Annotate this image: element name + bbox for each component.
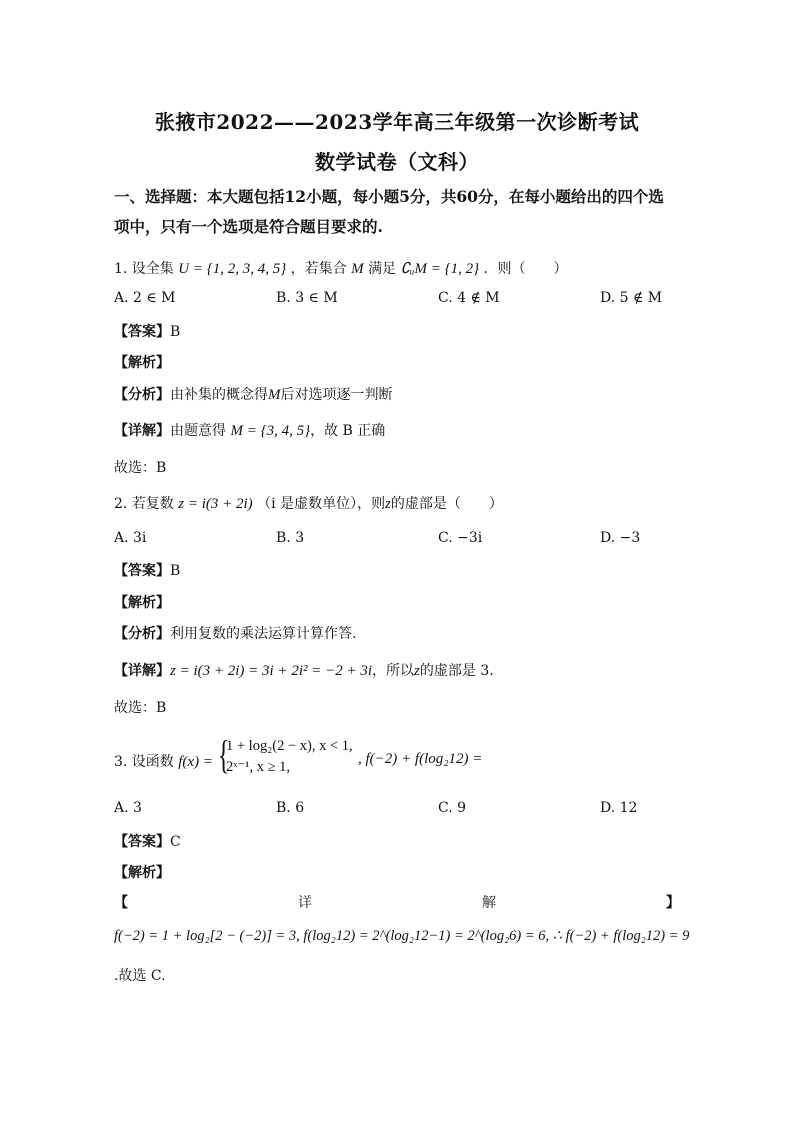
q1-analysis-label: 【解析】	[114, 355, 170, 371]
q3-fx: f(x) =	[178, 754, 213, 770]
q3-detail-expr: f(−2) = 1 + log₂[2 − (−2)] = 3, f(log₂12) = 2^(log₂12−1) = 2^(log₂6) = 6, ∴ f(−2) + f(log₂12) = 9	[114, 928, 690, 944]
q3-answer-value: C	[170, 834, 181, 850]
q1-option-d: D. 5 ∉ M	[600, 290, 663, 306]
section-heading-line1: 一、选择题：本大题包括12小题，每小题5分，共60分，在每小题给出的四个选	[114, 187, 664, 206]
q3-detail-a: 详	[298, 895, 312, 911]
q1-answer-value: B	[170, 324, 181, 340]
q2-answer-label: 【答案】	[114, 563, 170, 579]
q1-universal-set: U = {1, 2, 3, 4, 5}	[178, 261, 287, 277]
q1-xiangjie-a: 由题意得	[170, 423, 226, 439]
q3-conclusion: .故选 C.	[114, 968, 166, 984]
q1-fenxi-m: M	[268, 387, 281, 403]
q1-var-m: M	[351, 261, 364, 277]
q1-xiangjie-label: 【详解】	[114, 423, 170, 439]
question-1-stem	[114, 258, 568, 278]
question-2-stem	[114, 493, 503, 513]
q3-detail-b: 解	[482, 895, 496, 911]
q3-prefix: 3. 设函数	[114, 754, 174, 770]
q3-detail-heading	[114, 892, 680, 912]
q1-option-b: B. 3 ∈ M	[276, 290, 338, 306]
q2-suffix: 的虚部是（ ）	[390, 496, 503, 512]
q1-option-a: A. 2 ∈ M	[114, 290, 176, 306]
q1-answer	[114, 321, 180, 341]
q3-brace-icon: {	[217, 732, 230, 777]
q2-fenxi	[114, 623, 356, 643]
q1-fenxi-b: 后对选项逐一判断	[280, 387, 393, 403]
q1-prefix: 1. 设全集	[114, 261, 174, 277]
q3-answer-label: 【答案】	[114, 834, 170, 850]
q1-fenxi-a: 由补集的概念得	[170, 387, 268, 403]
q3-detail-open: 【	[114, 895, 128, 911]
q1-fenxi-label: 【分析】	[114, 387, 170, 403]
q1-mid: ，若集合	[290, 261, 347, 277]
q3-case-1: 1 + log₂(2 − x), x < 1,	[226, 738, 353, 754]
q2-prefix: 2. 若复数	[114, 496, 174, 512]
q2-expr: z = i(3 + 2i)	[178, 496, 253, 512]
q3-detail-close: 】	[666, 895, 680, 911]
exam-title: 张掖市2022——2023学年高三年级第一次诊断考试	[154, 110, 640, 134]
q3-option-c: C. 9	[438, 800, 467, 816]
q2-analysis-label: 【解析】	[114, 595, 170, 611]
q3-analysis-label: 【解析】	[114, 865, 170, 881]
q1-fenxi	[114, 384, 393, 404]
q2-mid: （i 是虚数单位），则	[257, 496, 386, 512]
q2-xiangjie-b: ，所以	[372, 663, 415, 679]
q1-cond: 满足	[368, 261, 397, 277]
q2-fenxi-label: 【分析】	[114, 626, 170, 642]
question-3-stem	[114, 751, 213, 771]
q3-answer	[114, 831, 181, 851]
q1-xiangjie-b: ，故 B 正确	[310, 423, 386, 439]
q3-option-d: D. 12	[600, 800, 638, 816]
q2-xiangjie-label: 【详解】	[114, 663, 170, 679]
q2-option-b: B. 3	[276, 530, 305, 546]
q1-xiangjie-set: M = {3, 4, 5}	[230, 423, 311, 439]
q3-piecewise-cases	[226, 736, 353, 778]
q2-option-a: A. 3i	[114, 530, 147, 546]
q2-xiangjie-expr: z = i(3 + 2i) = 3i + 2i² = −2 + 3i	[170, 663, 373, 679]
q2-option-d: D. −3	[600, 530, 641, 546]
q1-option-c: C. 4 ∉ M	[438, 290, 500, 306]
q1-conclusion: 故选：B	[114, 460, 167, 476]
section-heading-line2: 项中，只有一个选项是符合题目要求的.	[114, 217, 383, 236]
q2-conclusion: 故选：B	[114, 700, 167, 716]
q3-tail: , f(−2) + f(log₂12) =	[358, 751, 483, 767]
q3-option-a: A. 3	[114, 800, 142, 816]
q1-complement: ∁ᵤM = {1, 2}	[400, 261, 480, 277]
q2-option-c: C. −3i	[438, 530, 483, 546]
q3-option-b: B. 6	[276, 800, 305, 816]
q2-xiangjie-c: 的虚部是 3.	[419, 663, 494, 679]
q2-answer-value: B	[170, 563, 181, 579]
q1-xiangjie	[114, 420, 385, 440]
q2-answer	[114, 560, 180, 580]
q2-fenxi-text: 利用复数的乘法运算计算作答.	[170, 626, 357, 642]
q2-xiangjie	[114, 660, 494, 680]
q2-var-z: z	[385, 496, 391, 512]
q3-case-2: 2ˣ⁻¹, x ≥ 1,	[226, 759, 291, 775]
q2-xiangjie-z: z	[414, 663, 420, 679]
q1-answer-label: 【答案】	[114, 324, 170, 340]
exam-subtitle: 数学试卷（文科）	[315, 150, 479, 174]
q1-suffix: ．则（ ）	[483, 261, 568, 277]
